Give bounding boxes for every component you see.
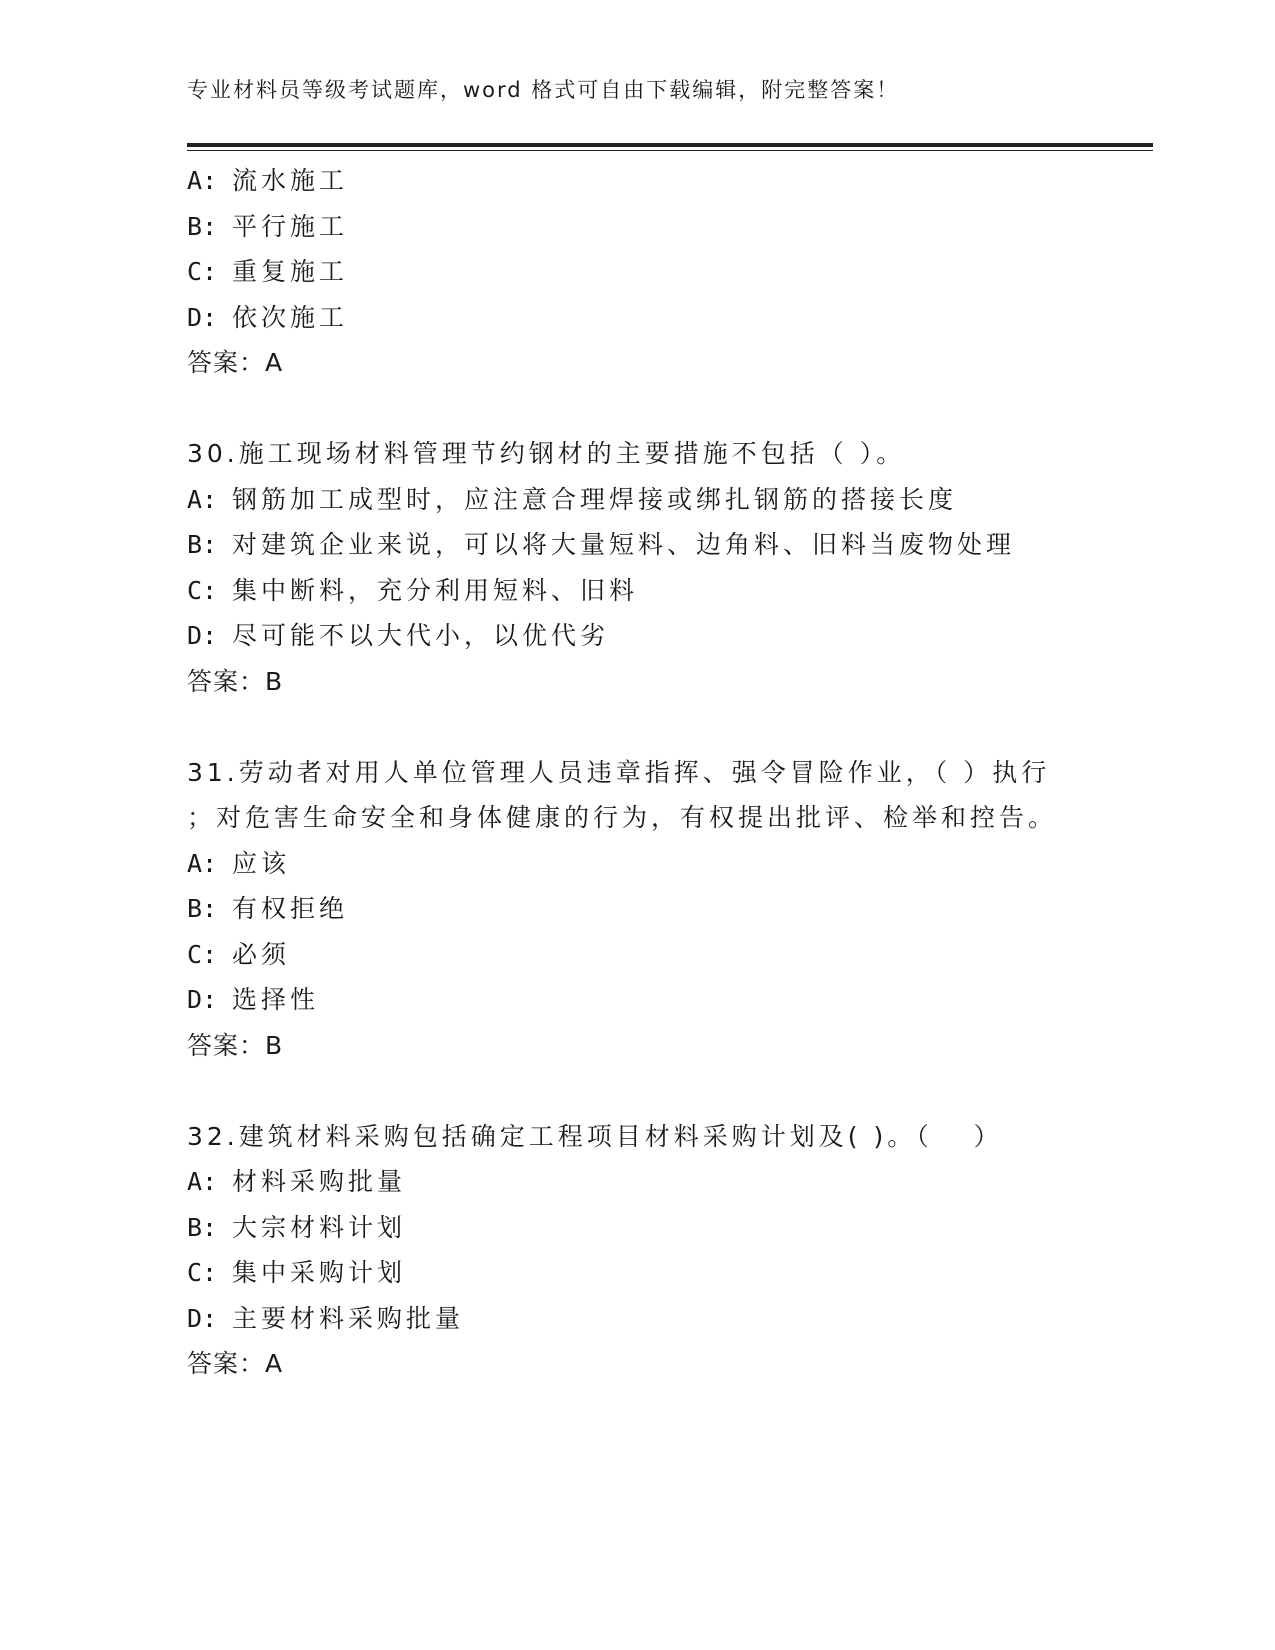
option-c: C: 必须	[187, 939, 291, 969]
question-list	[187, 158, 1087, 1387]
option-a: A: 材料采购批量	[187, 1167, 407, 1196]
option-d: D: 选择性	[187, 985, 320, 1014]
question-block	[187, 750, 1087, 1069]
header-rule	[187, 143, 1153, 147]
option-b: B: 对建筑企业来说，可以将大量短料、边角料、旧料当废物处理	[187, 530, 1016, 559]
page-header: 专业材料员等级考试题库，word 格式可自由下载编辑，附完整答案！	[187, 78, 900, 102]
option-a: A: 流水施工	[187, 166, 349, 195]
answer: 答案：A	[187, 348, 284, 377]
question-text: 31.劳动者对用人单位管理人员违章指挥、强令冒险作业，（ ）执行	[187, 757, 1051, 787]
option-d: D: 尽可能不以大代小，以优代劣	[187, 621, 610, 650]
option-b: B: 有权拒绝	[187, 894, 349, 923]
question-text-continued: ；对危害生命安全和身体健康的行为，有权提出批评、检举和控告。	[187, 803, 1058, 832]
option-a: A: 应该	[187, 848, 291, 878]
question-block	[187, 158, 1087, 386]
option-c: C: 集中断料，充分利用短料、旧料	[187, 575, 639, 605]
option-c: C: 集中采购计划	[187, 1258, 407, 1287]
answer: 答案：A	[187, 1349, 284, 1378]
option-c: C: 重复施工	[187, 257, 349, 286]
option-b: B: 平行施工	[187, 211, 349, 241]
header-rule-thin	[187, 150, 1153, 151]
option-d: D: 依次施工	[187, 302, 349, 332]
question-text: 30.施工现场材料管理节约钢材的主要措施不包括（ ）。	[187, 439, 906, 468]
question-text: 32.建筑材料采购包括确定工程项目材料采购计划及( )。（ ）	[187, 1121, 1003, 1151]
option-b: B: 大宗材料计划	[187, 1212, 407, 1242]
question-block	[187, 1114, 1087, 1387]
question-block	[187, 431, 1087, 704]
option-d: D: 主要材料采购批量	[187, 1303, 465, 1333]
answer: 答案：B	[187, 1030, 284, 1060]
option-a: A: 钢筋加工成型时，应注意合理焊接或绑扎钢筋的搭接长度	[187, 484, 958, 514]
answer: 答案：B	[187, 666, 284, 696]
